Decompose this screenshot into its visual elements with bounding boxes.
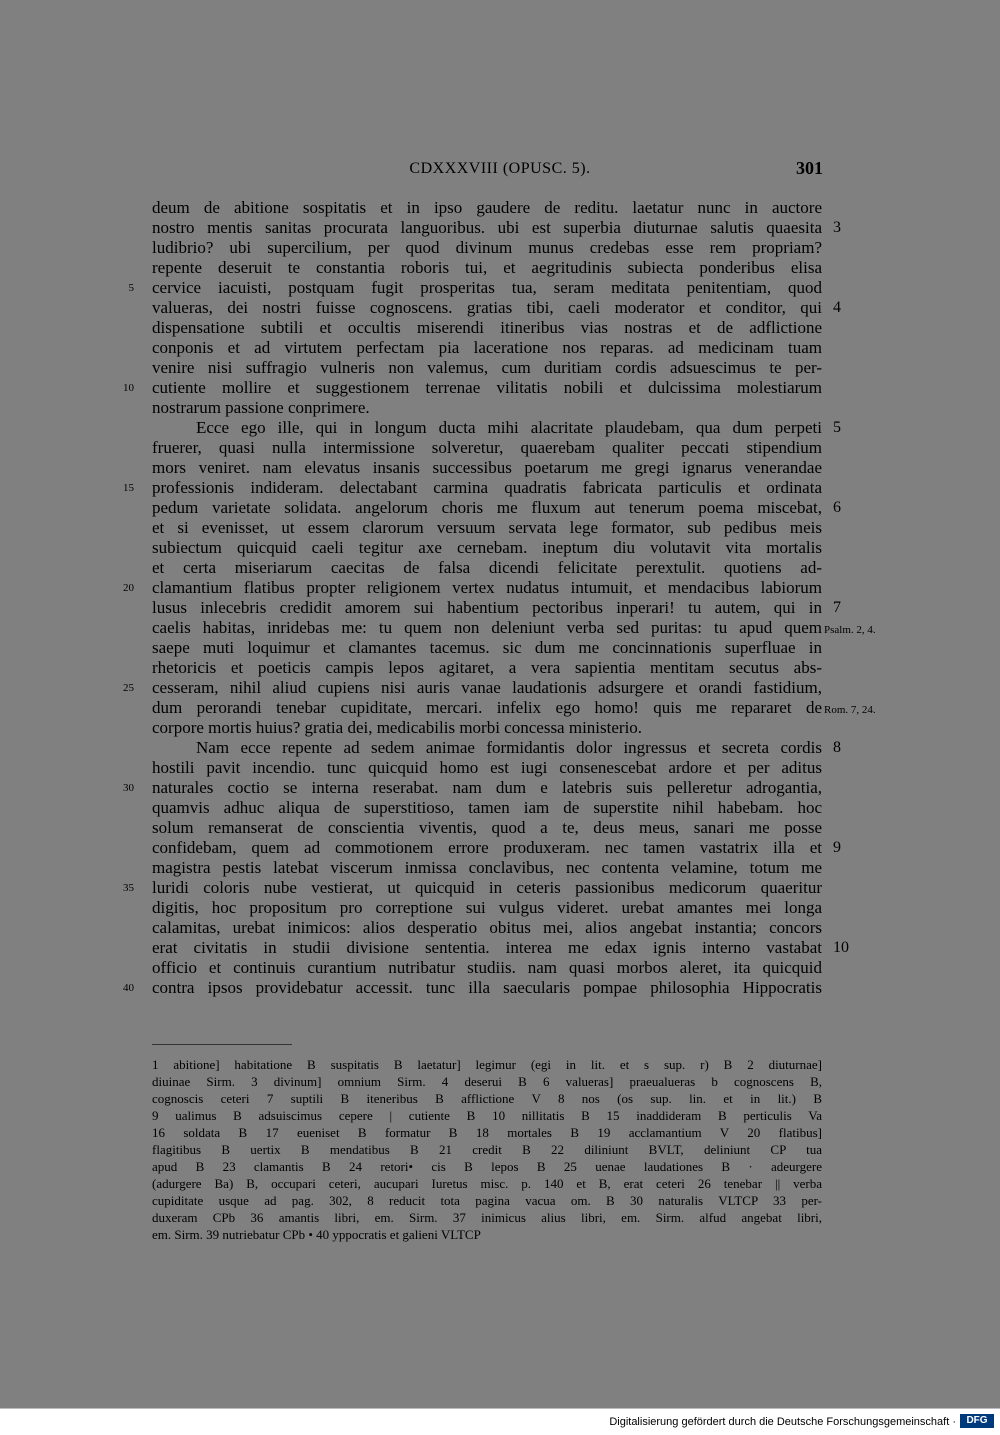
text-line: corpore mortis huius? gratia dei, medicabilis morbi concessa ministerio. — [152, 718, 643, 737]
apparatus-line: 9 ualimus B adsuiscimus cepere | cutiente B 10 nillitatis B 15 inaddideram B perticulis Va — [152, 1108, 822, 1123]
apparatus-line: em. Sirm. 39 nutriebatur CPb • 40 yppocratis et galieni VLTCP — [152, 1227, 481, 1242]
text-line: fruerer, quasi nulla intermissione solveretur, quaerebam qualiter peccati stipendium — [152, 438, 822, 457]
section-number: 10 — [833, 939, 849, 956]
text-line: cutiente mollire et suggestionem terrenae vilitatis nobili et dulcissima molestiarum — [152, 378, 822, 397]
text-line: subiectum quicquid caeli tegitur axe cernebam. ineptum diu volutavit vita mortalis — [152, 538, 822, 557]
text-line: luridi coloris nube vestierat, ut quicquid in ceteris passionibus medicorum quaeritur — [152, 878, 822, 897]
text-line: hostili pavit incendio. tunc quicquid homo est iugi consenescebat ardore et per aditus — [152, 758, 822, 777]
text-line: deum de abitione sospitatis et in ipso gaudere de reditu. laetatur nunc in auctore — [152, 198, 822, 217]
running-header: CDXXXVIII (OPUSC. 5). — [409, 160, 591, 177]
section-number: 9 — [833, 839, 841, 856]
text-line: et certa miseriarum caecitas de falsa dicendi felicitate perextulit. quotiens ad- — [152, 558, 822, 577]
text-line: naturales coctio se interna reserabat. nam dum e latebris suis pelleretur adrogantia, — [152, 778, 822, 797]
paragraph-first-line: Ecce ego ille, qui in longum ducta mihi alacritate plaudebam, qua dum perpeti — [196, 418, 822, 437]
text-line: erat civitatis in studii divisione sententia. interea me edax ignis interno vastabat — [152, 938, 822, 957]
text-line: conponis et ad virtutem perfectam pia laceratione nos reparas. ad medicinam tuam — [152, 338, 822, 357]
text-line: cervice iacuisti, postquam fugit prosperitas tua, seram meditata penitentiam, quod — [152, 278, 822, 297]
apparatus-line: 16 soldata B 17 eueniset B formatur B 18 mortales B 19 acclamantium V 20 flatibus] — [152, 1125, 822, 1140]
text-line: contra ipsos providebatur accessit. tunc illa saecularis pompae philosophia Hippocratis — [152, 978, 822, 997]
dfg-logo[interactable]: DFG — [960, 1414, 994, 1428]
section-number: 5 — [833, 419, 841, 436]
line-number: 30 — [123, 782, 134, 794]
text-line: ludibrio? ubi supercilium, per quod divinum munus credebas esse rem propriam? — [152, 238, 822, 257]
apparatus-line: cognoscis ceteri 7 suptili B iteneribus B afflictione V 8 nos (os sup. lin. et in lit.) B — [152, 1091, 822, 1106]
apparatus-line: 1 abitione] habitatione B suspitatis B laetatur] legimur (egi in lit. et s sup. r) B 2 diuturnae] — [152, 1057, 822, 1072]
text-line: dum perorandi tenebar cupiditate, mercari. infelix ego homo! quis me repararet de — [152, 698, 822, 717]
text-line: valueras, dei nostri fuisse cognoscens. gratias tibi, caeli moderator et conditor, qui — [152, 298, 822, 317]
text-line: cesseram, nihil aliud cupiens nisi auris vanae laudationis adsurgere et orandi fastidium, — [152, 678, 822, 697]
paragraph-first-line: Nam ecce repente ad sedem animae formidantis dolor ingressus et secreta cordis — [196, 738, 822, 757]
text-line: et si evenisset, ut essem clarorum versuum servata lege formator, sub pedibus meis — [152, 518, 822, 537]
text-line: rhetoricis et poeticis campis lepos agitaret, a vera sapientia mentitam secutus abs- — [152, 658, 822, 677]
text-line: saepe muti loquimur et clamantes tacemus. sic dum me concinnationis superfluae in — [152, 638, 822, 657]
text-line: clamantium flatibus propter religionem vertex nudatus intumuit, et mendacibus labiorum — [152, 578, 822, 597]
line-number: 15 — [123, 482, 134, 494]
text-line: lusus inlecebris credidit amorem sui habentium pectoribus inperari! tu autem, qui in — [152, 598, 822, 617]
line-number: 25 — [123, 682, 134, 694]
funding-footer — [0, 1408, 1000, 1435]
text-line: confidebam, quem ad commotionem errore produxeram. nec tamen vastatrix illa et — [152, 838, 822, 857]
apparatus-line: cupiditate usque ad pag. 302, 8 reducit tota pagina vacua om. B 30 naturalis VLTCP 33 per- — [152, 1193, 822, 1208]
line-number: 5 — [128, 282, 134, 294]
section-number: 3 — [833, 219, 841, 236]
section-number: 8 — [833, 739, 841, 756]
text-line: mors veniret. nam elevatus insanis successibus poetarum me gregi ignarus venerandae — [152, 458, 822, 477]
section-number: 4 — [833, 299, 841, 316]
text-line: caelis habitas, inridebas me: tu quem non deleniunt verba sed puritas: tu apud quem — [152, 618, 822, 637]
scripture-reference: Psalm. 2, 4. — [824, 624, 876, 636]
text-line: quamvis adhuc aliqua de superstitioso, tamen iam de superstite nihil habebam. hoc — [152, 798, 822, 817]
text-line: venire nisi suffragio vulneris non valemus, cum duritiam cordis adsuescimus te per- — [152, 358, 822, 377]
text-line: digitis, hoc propositum pro correptione sui vulgus videret. urebat amantes mei longa — [152, 898, 822, 917]
apparatus-line: flagitibus B uertix B mendatibus B 21 credit B 22 diliniunt BVLT, deliniunt CP tua — [152, 1142, 822, 1157]
section-number: 6 — [833, 499, 841, 516]
scripture-reference: Rom. 7, 24. — [824, 704, 876, 716]
page-number: 301 — [796, 158, 823, 178]
section-number: 7 — [833, 599, 841, 616]
text-line: pedum varietate solidata. angelorum choris me fluxum aut tenerum poema miscebat, — [152, 498, 822, 517]
text-line: calamitas, urebat inimicos: alios desperatio obitus mei, alios angebat instantia; concors — [152, 918, 822, 937]
text-line: dispensatione subtili et occultis miserendi itineribus vias nostras et de adflictione — [152, 318, 822, 337]
apparatus-line: duxeram CPb 36 amantis libri, em. Sirm. 37 inimicus alius libri, em. Sirm. alfud angebat libri, — [152, 1210, 822, 1225]
text-line: professionis indideram. delectabant carmina quadratis fabricata particulis et ordinata — [152, 478, 822, 497]
text-line: magistra pestis latebat viscerum inmissa conclavibus, nec contenta velamine, totum me — [152, 858, 822, 877]
apparatus-line: (adurgere Ba) B, occupari ceteri, aucupari Iuretus misc. p. 140 et B, erat ceteri 26 tenebar || verba — [152, 1176, 822, 1191]
funding-notice: Digitalisierung gefördert durch die Deutsche Forschungsgemeinschaft · — [609, 1416, 956, 1428]
apparatus-line: apud B 23 clamantis B 24 retori• cis B lepos B 25 uenae laudationes B · adeurgere — [152, 1159, 822, 1174]
line-number: 35 — [123, 882, 134, 894]
text-line: solum remanserat de conscientia viventis, quod a te, deus meus, sanari me posse — [152, 818, 822, 837]
text-line: repente deseruit te constantia roboris tui, et aegritudinis subiecta ponderibus elisa — [152, 258, 822, 277]
apparatus-line: diuinae Sirm. 3 divinum] omnium Sirm. 4 deserui B 6 valueras] praeualueras b cognoscens B, — [152, 1074, 822, 1089]
text-line: officio et continuis curantium nutribatur studiis. nam quasi morbos aleret, ita quicquid — [152, 958, 822, 977]
line-number: 10 — [123, 382, 134, 394]
text-line: nostro mentis sanitas procurata languoribus. ubi est superbia diuturnae salutis quaesita — [152, 218, 822, 237]
text-line: nostrarum passione conprimere. — [152, 398, 370, 417]
line-number: 20 — [123, 582, 134, 594]
line-number: 40 — [123, 982, 134, 994]
footnote-separator — [152, 1044, 292, 1045]
